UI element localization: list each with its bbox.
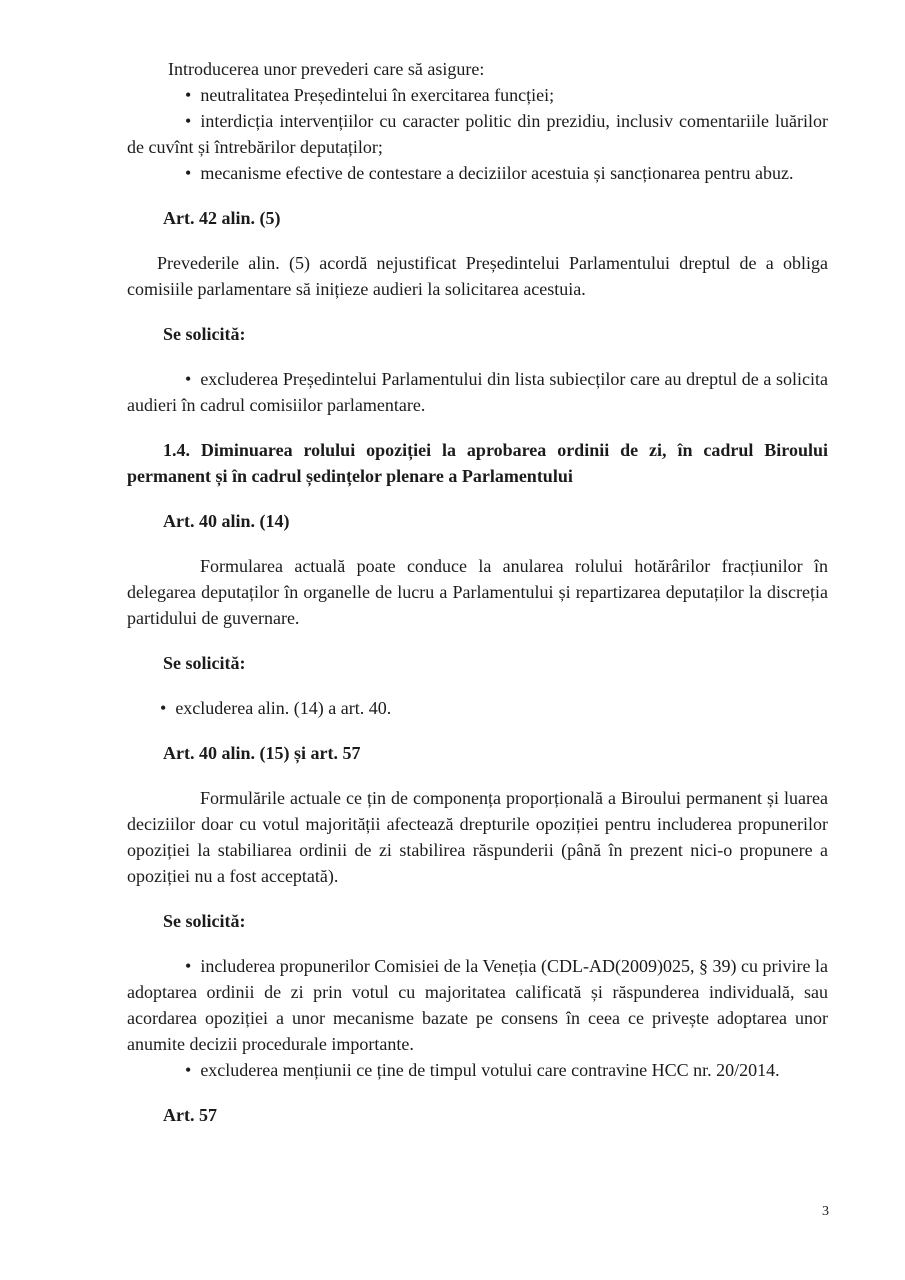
request-label: Se solicită:: [163, 653, 246, 673]
article-heading-57: Art. 57: [163, 1105, 217, 1125]
bullet-text: excluderea alin. (14) a art. 40.: [175, 698, 392, 718]
bullet-icon: •: [185, 1060, 192, 1080]
bullet-icon: •: [185, 369, 192, 389]
bullet-item: [127, 82, 828, 108]
bullet-icon: •: [185, 85, 192, 105]
bullet-icon: •: [185, 111, 192, 131]
bullet-icon: •: [185, 956, 192, 976]
bullet-item: [127, 1057, 828, 1083]
bullet-text: interdicția intervențiilor cu caracter politic din prezidiu, inclusiv comentariile luărilor de cuvînt și întrebărilor deputaților;: [127, 111, 828, 157]
paragraph-art-42-5: Prevederile alin. (5) acordă nejustificat Președintelui Parlamentului dreptul de a obliga comisiile parlamentare să inițieze audieri la solicitarea acestuia.: [127, 253, 828, 299]
paragraph-art-40-15: Formulările actuale ce țin de componența proporțională a Biroului permanent și luarea deciziilor doar cu votul majorității afectează drepturile opoziției pentru includerea propunerilor opoziției la stabiliarea ordinii de zi stabilirea răspunderii (până în prezent nici-o propunere a opoziției nu a fost acceptată).: [127, 788, 828, 886]
article-heading-42-5: Art. 42 alin. (5): [163, 208, 281, 228]
section-title-1-4: 1.4. Diminuarea rolului opoziției la aprobarea ordinii de zi, în cadrul Biroului permanent și în cadrul ședințelor plenare a Parlamentului: [127, 440, 828, 486]
bullet-text: excluderea Președintelui Parlamentului din lista subiecților care au dreptul de a solicita audieri în cadrul comisiilor parlamentare.: [127, 369, 828, 415]
bullet-item: [127, 160, 828, 186]
intro-lead: Introducerea unor prevederi care să asigure:: [168, 59, 485, 79]
article-heading-40-14: Art. 40 alin. (14): [163, 511, 290, 531]
bullet-icon: •: [160, 698, 167, 718]
request-label: Se solicită:: [163, 911, 246, 931]
bullet-item: [127, 108, 828, 160]
bullet-text: includerea propunerilor Comisiei de la Veneția (CDL-AD(2009)025, § 39) cu privire la adoptarea ordinii de zi prin votul cu majoritatea calificată și răspunderea individuală, sau acordarea opoziției a unor mecanisme bazate pe consens în ceea ce privește adoptarea unor anumite decizii procedurale importante.: [127, 956, 828, 1054]
bullet-text: excluderea mențiunii ce ține de timpul votului care contravine HCC nr. 20/2014.: [200, 1060, 780, 1080]
document-content: [127, 56, 828, 1128]
bullet-item: [127, 366, 828, 418]
bullet-text: mecanisme efective de contestare a deciziilor acestuia și sancționarea pentru abuz.: [200, 163, 794, 183]
bullet-icon: •: [185, 163, 192, 183]
paragraph-art-40-14: Formularea actuală poate conduce la anularea rolului hotărârilor fracțiunilor în delegarea deputaților în organelle de lucru a Parlamentului și repartizarea deputaților la discreția partidului de guvernare.: [127, 556, 828, 628]
bullet-item: [127, 695, 828, 721]
page-number: 3: [822, 1204, 829, 1219]
article-heading-40-15-57: Art. 40 alin. (15) și art. 57: [163, 743, 361, 763]
bullet-text: neutralitatea Președintelui în exercitarea funcției;: [200, 85, 555, 105]
bullet-item: [127, 953, 828, 1057]
request-label: Se solicită:: [163, 324, 246, 344]
